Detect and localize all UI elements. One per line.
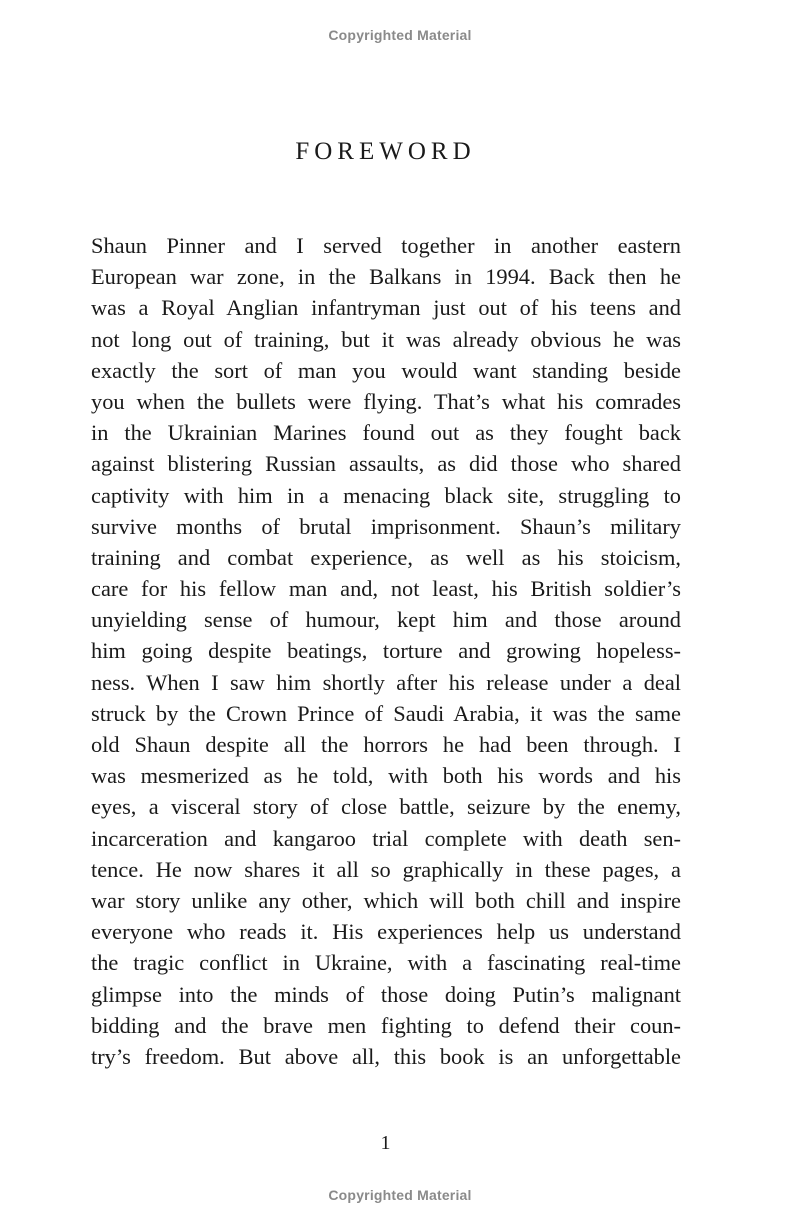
text-line: ness. When I saw him shortly after his release under a deal [91, 669, 681, 695]
foreword-body [91, 230, 681, 1072]
text-line: in the Ukrainian Marines found out as they fought back [91, 420, 681, 446]
text-line: care for his fellow man and, not least, his British soldier’s [91, 576, 681, 602]
text-line: captivity with him in a menacing black site, struggling to [91, 482, 681, 508]
text-line: training and combat experience, as well as his stoicism, [91, 544, 681, 570]
copyright-watermark-top: Copyrighted Material [328, 27, 472, 43]
text-line: tence. He now shares it all so graphically in these pages, a [91, 856, 681, 882]
chapter-title: FOREWORD [295, 138, 476, 165]
text-line: everyone who reads it. His experiences help us understand [91, 919, 681, 945]
text-line: survive months of brutal imprisonment. Shaun’s military [91, 513, 681, 539]
text-line: war story unlike any other, which will both chill and inspire [91, 887, 681, 913]
text-line: struck by the Crown Prince of Saudi Arabia, it was the same [91, 700, 681, 726]
text-line: Shaun Pinner and I served together in another eastern [91, 233, 681, 258]
text-line: try’s freedom. But above all, this book is an unforgettable [91, 1043, 681, 1069]
text-line: him going despite beatings, torture and growing hopeless- [91, 638, 681, 664]
text-line: not long out of training, but it was already obvious he was [91, 326, 681, 352]
text-line: unyielding sense of humour, kept him and those around [91, 607, 681, 633]
text-line: eyes, a visceral story of close battle, seizure by the enemy, [91, 794, 681, 820]
text-line: the tragic conflict in Ukraine, with a fascinating real-time [91, 950, 681, 976]
page-number: 1 [380, 1132, 391, 1154]
text-line: old Shaun despite all the horrors he had been through. I [91, 732, 681, 757]
text-line: was a Royal Anglian infantryman just out of his teens and [91, 295, 681, 321]
copyright-watermark-bottom: Copyrighted Material [328, 1187, 472, 1203]
text-line: European war zone, in the Balkans in 1994. Back then he [91, 264, 681, 290]
text-line: was mesmerized as he told, with both his words and his [91, 763, 681, 789]
text-line: bidding and the brave men fighting to defend their coun- [91, 1012, 681, 1038]
text-line: you when the bullets were flying. That’s what his comrades [91, 388, 681, 414]
text-line: exactly the sort of man you would want standing beside [91, 357, 681, 383]
text-line: glimpse into the minds of those doing Putin’s malignant [91, 981, 681, 1007]
text-line: against blistering Russian assaults, as did those who shared [91, 451, 681, 477]
text-line: incarceration and kangaroo trial complete with death sen- [91, 825, 681, 851]
